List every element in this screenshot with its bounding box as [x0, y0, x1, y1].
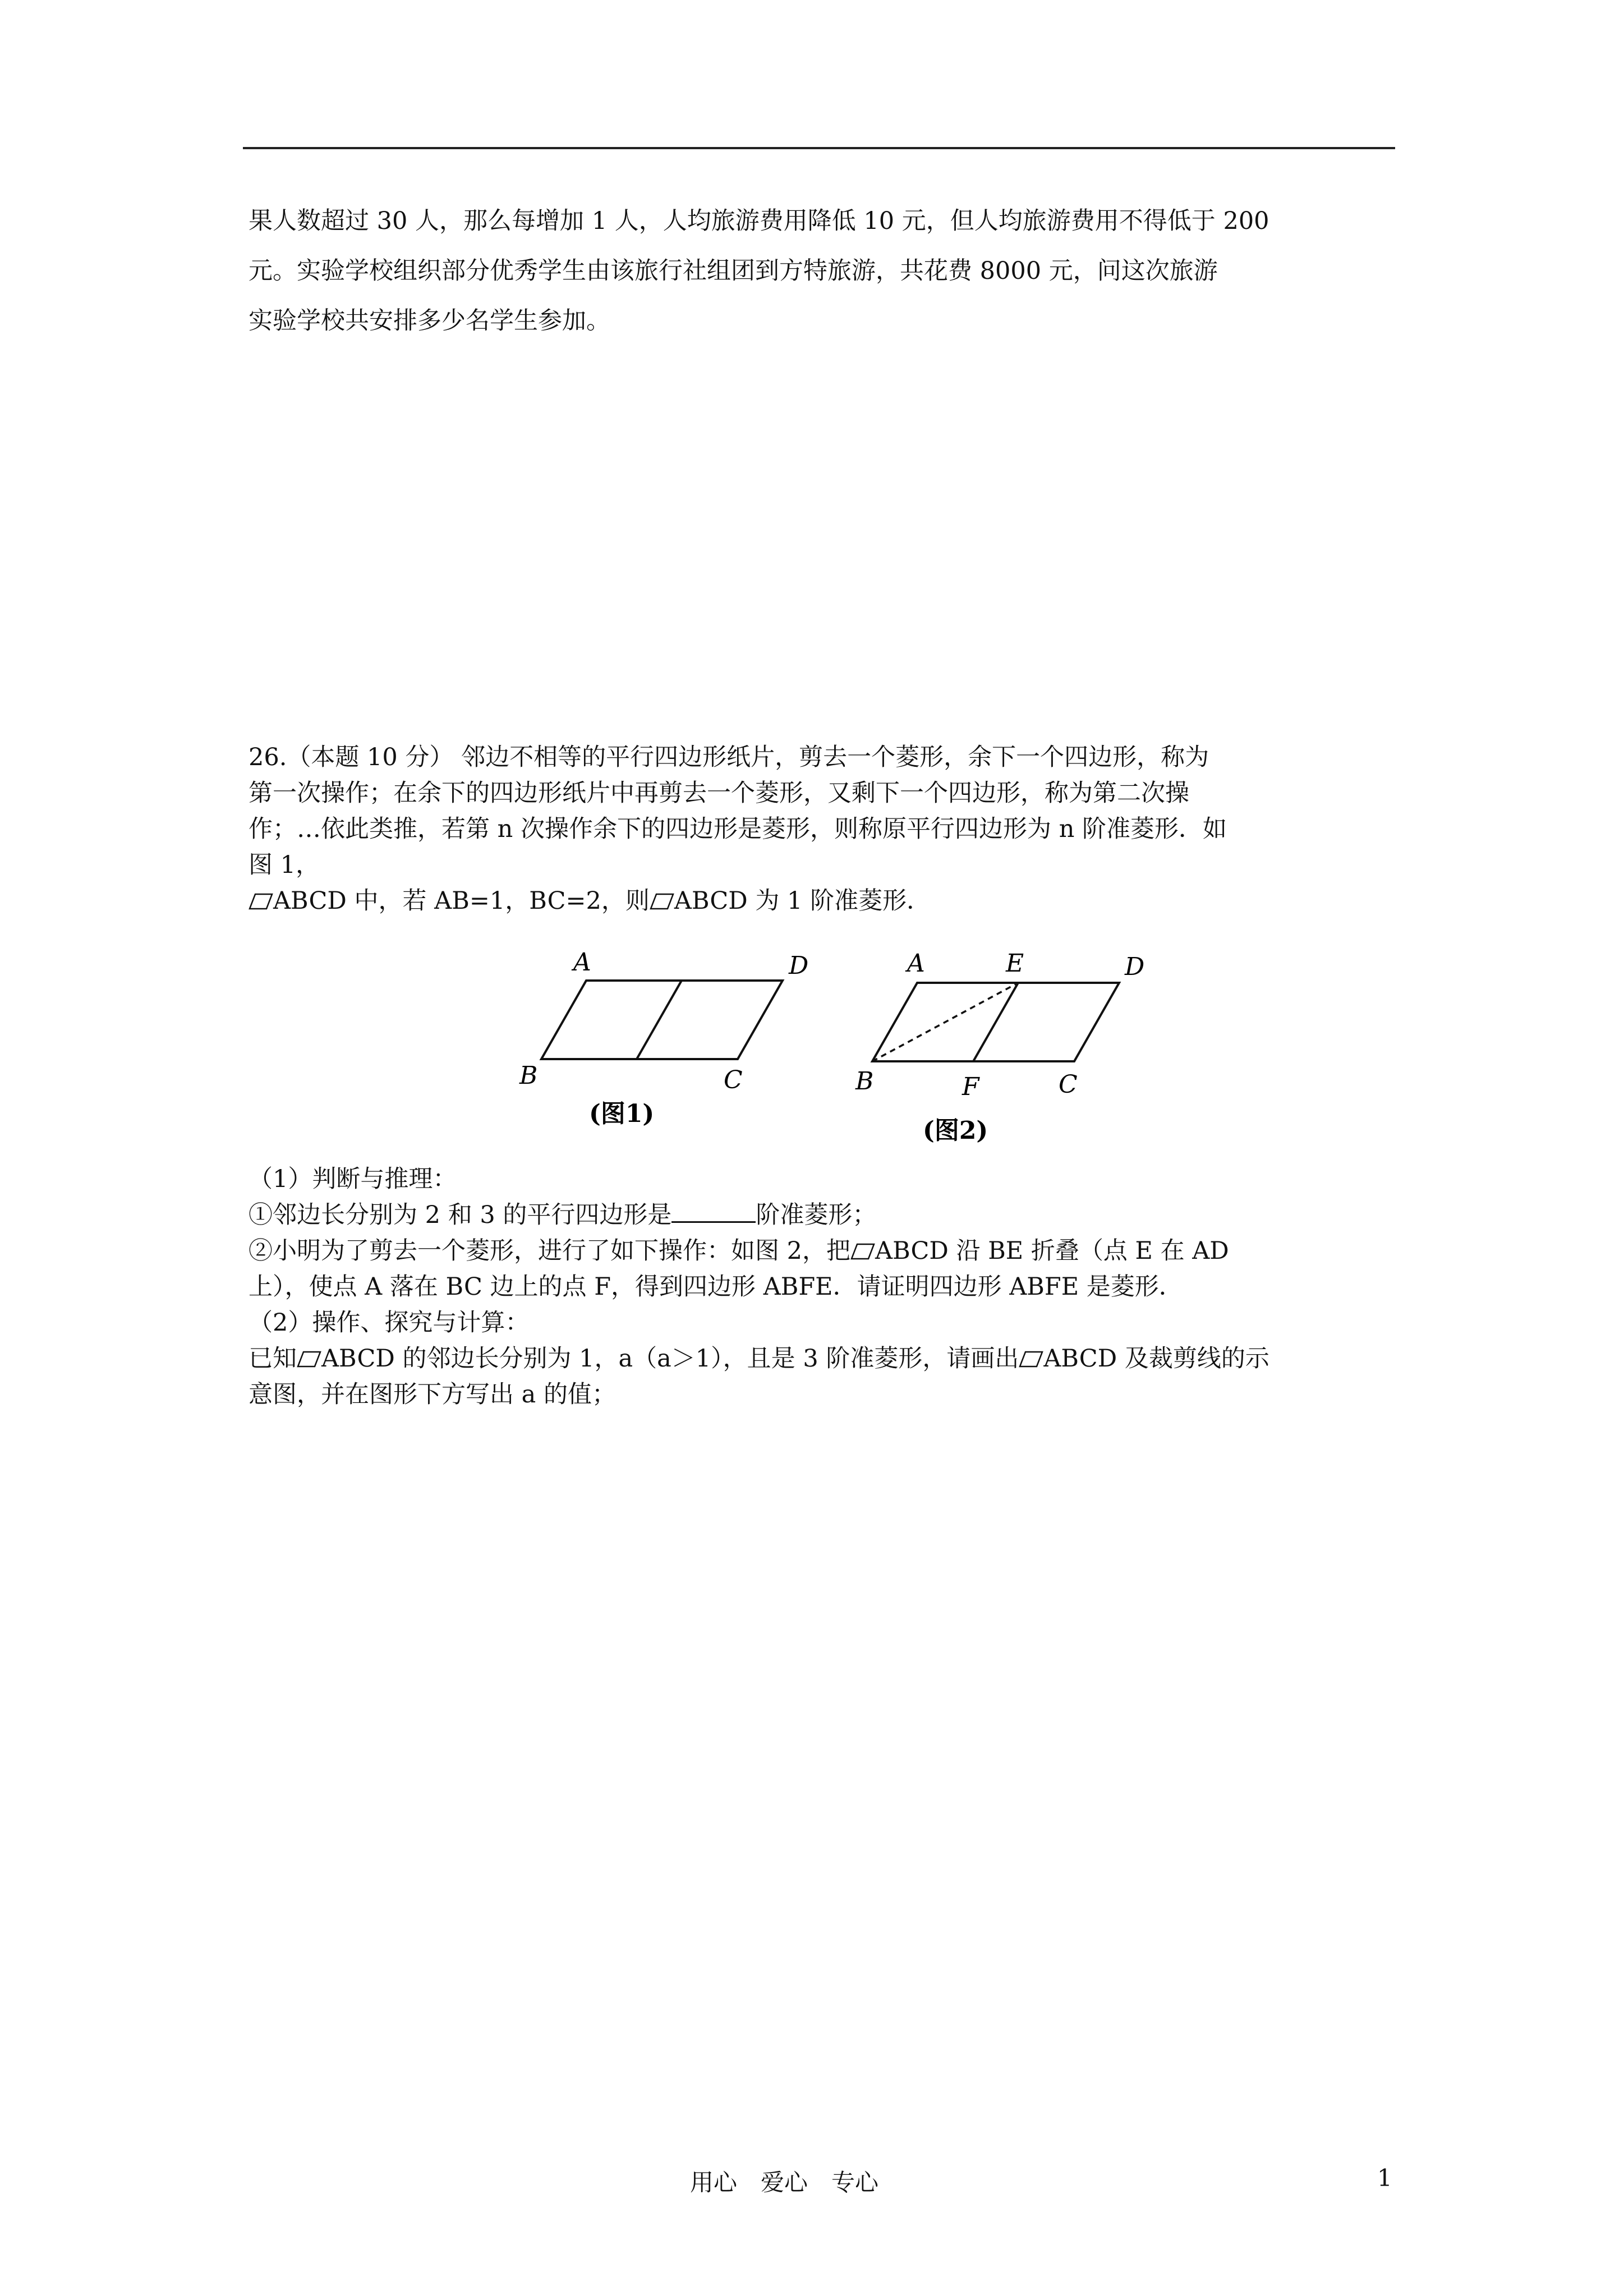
- problem25-tail: [249, 201, 1395, 341]
- problem26-example-line: [249, 883, 1395, 919]
- figure2-label-c: C: [1059, 1070, 1078, 1099]
- part2-line-1: [249, 1341, 1395, 1377]
- figure2-ef-line: [973, 983, 1018, 1061]
- figure-1: [510, 937, 825, 1144]
- figure-2: [844, 937, 1170, 1156]
- part1-heading: （1）判断与推理：: [249, 1165, 457, 1193]
- example-text-a: ABCD 中，若 AB=1，BC=2，则: [273, 887, 650, 915]
- part1-question-2-line-2: 上），使点 A 落在 BC 边上的点 F，得到四边形 ABFE．请证明四边形 ABFE 是菱形．: [249, 1273, 1183, 1301]
- part2-heading: （2）操作、探究与计算：: [249, 1309, 530, 1337]
- part2-line-2: 意图，并在图形下方写出 a 的值；: [249, 1381, 616, 1409]
- p2-text-c: ABCD 及裁剪线的示: [1043, 1345, 1269, 1373]
- example-text-b: ABCD 为 1 阶准菱形．: [674, 887, 931, 915]
- p2-text-b: ABCD 的邻边长分别为 1，a（a＞1），且是 3 阶准菱形，请画出: [321, 1345, 1019, 1373]
- figure1-label-d: D: [789, 951, 809, 980]
- figure1-label-c: C: [724, 1066, 743, 1094]
- problem26-parts: [249, 1161, 1395, 1412]
- figure1-caption: (图1): [589, 1099, 655, 1128]
- figure2-label-b: B: [855, 1067, 874, 1096]
- footer-motto: 用心 爱心 专心: [690, 2169, 879, 2196]
- figure1-parallelogram: [541, 981, 783, 1059]
- figure2-label-d: D: [1125, 953, 1145, 981]
- figure2-label-f: F: [962, 1073, 979, 1101]
- header-rule: [243, 147, 1395, 149]
- page-number: 1: [1377, 2164, 1392, 2192]
- q1-answer-blank[interactable]: [671, 1200, 756, 1223]
- problem25-line-1: 果人数超过 30 人，那么每增加 1 人，人均旅游费用降低 10 元，但人均旅游费用不得低于 200: [249, 207, 1269, 235]
- figure2-label-a: A: [907, 949, 925, 978]
- parallelogram-icon: [297, 1351, 321, 1368]
- problem26-intro-line-2: 第一次操作；在余下的四边形纸片中再剪去一个菱形，又剩下一个四边形，称为第二次操: [249, 779, 1189, 807]
- parallelogram-icon: [249, 893, 273, 910]
- p2-text-a: 已知: [249, 1345, 297, 1373]
- q1-text-before: ①邻边长分别为 2 和 3 的平行四边形是: [249, 1201, 672, 1229]
- q1-text-after: 阶准菱形；: [756, 1201, 877, 1229]
- figure1-label-b: B: [519, 1061, 538, 1090]
- parallelogram-icon: [1019, 1351, 1043, 1368]
- parallelogram-icon: [850, 1243, 875, 1260]
- problem26-intro-line-1: 26.（本题 10 分） 邻边不相等的平行四边形纸片，剪去一个菱形，余下一个四边形，称为: [249, 743, 1209, 771]
- problem26-intro-line-4: 图 1，: [249, 851, 320, 879]
- problem25-line-3: 实验学校共安排多少名学生参加。: [249, 307, 610, 335]
- parallelogram-icon: [650, 893, 674, 910]
- figure1-cut-line: [637, 981, 682, 1059]
- part1-question-2-line-1: [249, 1233, 1395, 1269]
- problem26-intro-line-3: 作；…依此类推，若第 n 次操作余下的四边形是菱形，则称原平行四边形为 n 阶准菱形．如: [249, 815, 1227, 843]
- part1-question-1: [249, 1197, 1395, 1233]
- problem26-intro: [249, 739, 1395, 919]
- figure1-label-a: A: [573, 948, 591, 977]
- q2-text-a: ②小明为了剪去一个菱形，进行了如下操作：如图 2，把: [249, 1237, 851, 1265]
- figure2-caption: (图2): [923, 1116, 988, 1145]
- q2-text-b: ABCD 沿 BE 折叠（点 E 在 AD: [875, 1237, 1229, 1265]
- problem25-line-2: 元。实验学校组织部分优秀学生由该旅行社组团到方特旅游，共花费 8000 元，问这次旅游: [249, 257, 1218, 285]
- figure2-label-e: E: [1006, 949, 1024, 978]
